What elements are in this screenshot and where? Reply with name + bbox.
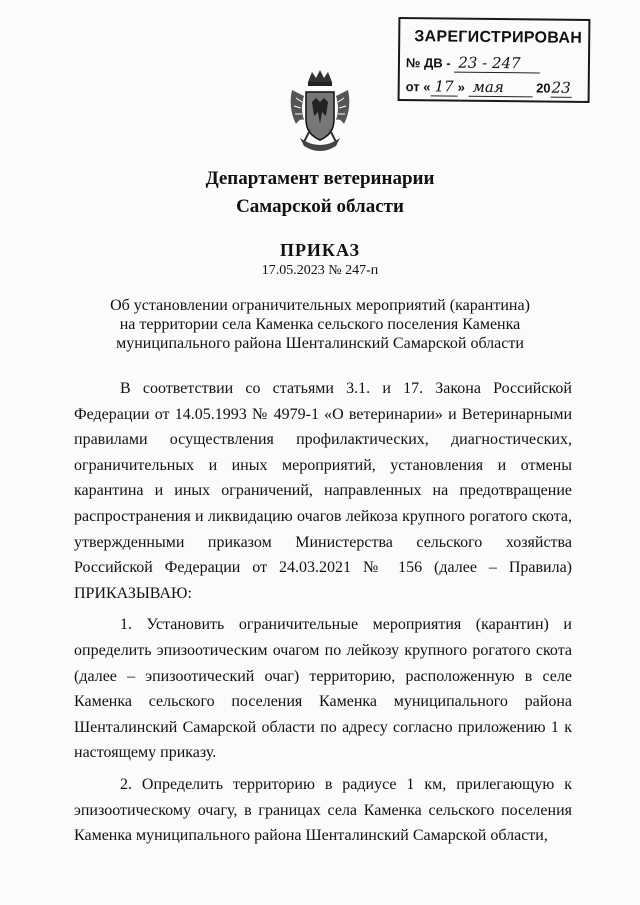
body-paragraph-preamble: В соответствии со статьями 3.1. и 17. Закона Российской Федерации от 14.05.1993 № 4979-1 «О ветеринарии» и Ветеринарными правилами осуществления профилактических, диагностических, ограничительных и иных мероприятий, установления и отмены карантина и иных ограничений, направленных на предотвращение распространения и ликвидацию очагов лейкоза крупного рогатого скота, утвержденными приказом Министерства сельского хозяйства Российской Федерации от 24.03.2021 № 156 (далее – Правила) ПРИКАЗЫВАЮ: (74, 380, 572, 602)
stamp-day: 17 (430, 77, 457, 96)
department-name-line1: Департамент ветеринарии (205, 168, 435, 189)
stamp-title: ЗАРЕГИСТРИРОВАН (414, 28, 583, 47)
order-date-number: 17.05.2023 № 247-п (261, 263, 379, 278)
subject-line: Об установлении ограничительных мероприятий (карантина) (110, 297, 530, 314)
stamp-year-suffix: 23 (551, 78, 571, 97)
subject-line: на территории села Каменка сельского поселения Каменка (119, 316, 521, 333)
stamp-date-prefix: от « (405, 79, 431, 95)
order-subject (80, 296, 560, 353)
department-name-line2: Самарской области (236, 196, 404, 217)
samara-coat-of-arms-icon (286, 68, 354, 154)
order-body (74, 376, 572, 849)
body-paragraph-item-1: 1. Установить ограничительные мероприятия (карантин) и определить эпизоотическим очагом по лейкозу крупного рогатого скота (далее – эпизоотический очаг) территорию, расположенную в селе Каменка сельского поселения Каменка муниципального района Шенталинский Самарской области по адресу согласно приложению 1 к настоящему приказу. (74, 616, 572, 762)
registration-stamp (398, 17, 591, 103)
stamp-number-line (406, 53, 541, 73)
stamp-number-value: 23 - 247 (454, 54, 540, 74)
order-title: ПРИКАЗ (279, 240, 361, 260)
body-paragraph-item-2: 2. Определить территорию в радиусе 1 км, прилегающую к эпизоотическому очагу, в границах села Каменка сельского поселения Каменка муниципального района Шенталинский Самарской области, (74, 775, 572, 845)
stamp-date-sep: » (457, 79, 465, 95)
stamp-year-prefix: 20 (536, 80, 551, 96)
subject-line: муниципального района Шенталинский Самарской области (116, 335, 524, 352)
stamp-number-label: № ДВ - (405, 55, 451, 71)
stamp-month: мая (468, 78, 532, 98)
stamp-date-line (406, 77, 572, 98)
